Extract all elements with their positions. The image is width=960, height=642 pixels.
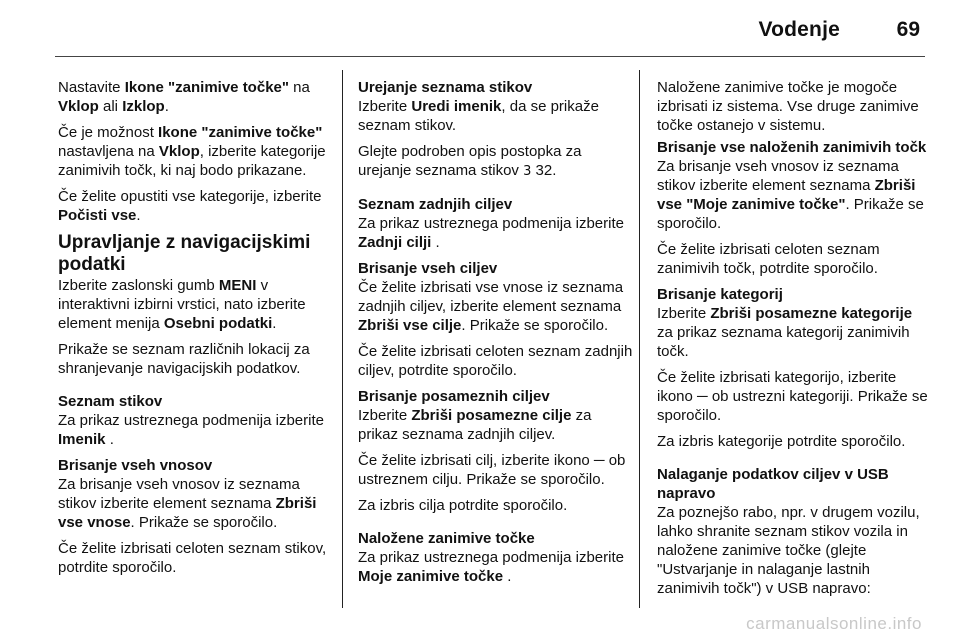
paragraph: Za izbris cilja potrdite sporočilo. — [358, 497, 568, 514]
paragraph: Za prikaz ustreznega podmenija izberite Moje zanimive točke . — [358, 549, 624, 585]
paragraph: Če želite izbrisati celoten seznam stikov, potrdite sporočilo. — [58, 540, 327, 576]
paragraph: Za prikaz ustreznega podmenija izberite Zadnji cilji . — [358, 215, 624, 251]
paragraph: Če želite izbrisati celoten seznam zanimivih točk, potrdite sporočilo. — [657, 241, 880, 277]
paragraph: Za brisanje vseh vnosov iz seznama stikov izberite element seznama Zbriši vse vnose. Prikaže se sporočilo. — [58, 476, 317, 531]
paragraph: Izberite Zbriši posamezne kategorije za prikaz seznama kategorij zanimivih točk. — [657, 305, 913, 360]
column-2 — [358, 78, 633, 593]
column-3 — [657, 78, 932, 605]
paragraph: Izberite Zbriši posamezne cilje za prikaz seznama zadnjih ciljev. — [358, 407, 592, 443]
subheading: Urejanje seznama stikov — [358, 79, 533, 96]
paragraph: Če želite opustiti vse kategorije, izberite Počisti vse. — [58, 188, 322, 224]
paragraph: Naložene zanimive točke je mogoče izbrisati iz sistema. Vse druge zanimive točke ostanejo v sistemu. — [657, 79, 919, 134]
paragraph: Če želite izbrisati vse vnose iz seznama zadnjih ciljev, izberite element seznama Zbriši vse cilje. Prikaže se sporočilo. — [358, 279, 624, 334]
subheading: Brisanje vseh vnosov — [58, 457, 213, 474]
header-rule — [55, 56, 925, 57]
paragraph: Izberite zaslonski gumb MENI v interaktivni izbirni vrstici, nato izberite element menija Osebni podatki. — [58, 277, 306, 332]
paragraph: Če želite izbrisati cilj, izberite ikono ─ ob ustreznem cilju. Prikaže se sporočilo. — [358, 452, 626, 488]
column-divider-1 — [342, 70, 343, 608]
column-divider-2 — [639, 70, 640, 608]
subheading: Seznam zadnjih ciljev — [358, 196, 513, 213]
paragraph: Za prikaz ustreznega podmenija izberite Imenik . — [58, 412, 324, 448]
subheading: Brisanje kategorij — [657, 286, 783, 303]
subheading: Seznam stikov — [58, 393, 163, 410]
paragraph: Za poznejšo rabo, npr. v drugem vozilu, lahko shranite seznam stikov vozila in naložene zanimive točke (glejte "Ustvarjanje in nalaganje lastnih zanimivih točk") v USB napravo: — [657, 504, 920, 597]
page-title: Vodenje — [758, 18, 840, 41]
page-header — [0, 0, 960, 58]
subheading: Brisanje posameznih ciljev — [358, 388, 550, 405]
subheading: Brisanje vse naloženih zanimivih točk — [657, 139, 927, 156]
subheading: Naložene zanimive točke — [358, 530, 535, 547]
section-heading: Upravljanje z navigacijskimi podatki — [58, 232, 311, 275]
subheading: Brisanje vseh ciljev — [358, 260, 498, 277]
paragraph: Za brisanje vseh vnosov iz seznama stikov izberite element seznama Zbriši vse "Moje zanimive točke". Prikaže se sporočilo. — [657, 158, 924, 232]
page-reference-icon: 3 — [523, 164, 532, 179]
paragraph: Če želite izbrisati kategorijo, izberite ikono ─ ob ustrezni kategoriji. Prikaže se sporočilo. — [657, 369, 928, 424]
paragraph: Prikaže se seznam različnih lokacij za shranjevanje navigacijskih podatkov. — [58, 341, 310, 377]
subheading: Nalaganje podatkov ciljev v USB napravo — [657, 466, 889, 502]
paragraph: Glejte podroben opis postopka za urejanje seznama stikov 3 32. — [358, 143, 582, 179]
paragraph: Nastavite Ikone "zanimive točke" na Vklop ali Izklop. — [58, 79, 310, 115]
page-number: 69 — [896, 18, 920, 41]
paragraph: Če je možnost Ikone "zanimive točke" nastavljena na Vklop, izberite kategorije zanimivih točk, ki naj bodo prikazane. — [58, 124, 326, 179]
paragraph: Če želite izbrisati celoten seznam zadnjih ciljev, potrdite sporočilo. — [358, 343, 633, 379]
paragraph: Za izbris kategorije potrdite sporočilo. — [657, 433, 906, 450]
watermark: carmanualsonline.info — [746, 614, 922, 633]
paragraph: Izberite Uredi imenik, da se prikaže seznam stikov. — [358, 98, 599, 134]
column-1 — [58, 78, 333, 584]
